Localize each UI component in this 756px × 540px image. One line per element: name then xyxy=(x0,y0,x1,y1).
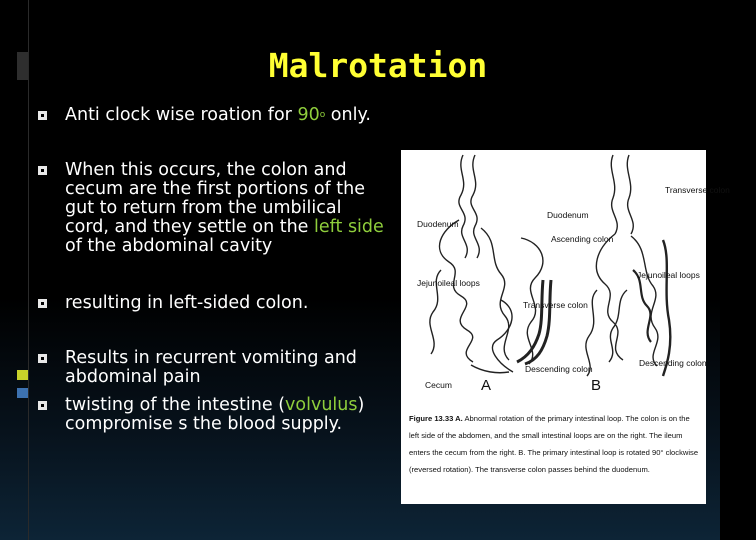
fig-label-transverse-b: Transverse colon xyxy=(665,185,730,195)
fig-label-descending-b: Descending colon xyxy=(639,358,707,368)
bullet-item: Anti clock wise roation for 90$^o$ only. xyxy=(38,106,388,125)
fig-letter-b: B xyxy=(591,377,602,394)
bullet-item: When this occurs, the colon and cecum are the first portions of the gut to return from the umbilical cord, and they settle on the left side of the abdominal cavity xyxy=(38,161,388,256)
figure-caption-line: Figure 13.33 A. Abnormal rotation of the primary intestinal loop. The colon is on the xyxy=(409,414,690,423)
fig-label-duodenum-a: Duodenum xyxy=(417,219,459,229)
bullet-item: Results in recurrent vomiting and abdominal pain xyxy=(38,349,388,387)
fig-label-ascending-b: Ascending colon xyxy=(551,234,614,244)
accent-swatch-blue xyxy=(17,388,28,398)
fig-label-cecum: Cecum xyxy=(425,380,452,390)
bullet-marker-icon xyxy=(38,401,47,410)
bullet-item: twisting of the intestine (volvulus) compromise s the blood supply. xyxy=(38,396,388,434)
bullet-marker-icon xyxy=(38,166,47,175)
panel-a-illustration xyxy=(430,155,551,373)
figure-caption-line: (reversed rotation). The transverse colon passes behind the duodenum. xyxy=(409,465,650,474)
bullet-marker-icon xyxy=(38,354,47,363)
accent-swatch-yellow xyxy=(17,370,28,380)
bullet-item: resulting in left-sided colon. xyxy=(38,294,388,313)
figure-caption-line: left side of the abdomen, and the small intestinal loops are on the right. The ileum xyxy=(409,431,683,440)
bullet-marker-icon xyxy=(38,299,47,308)
fig-label-transverse-a: Transverse colon xyxy=(523,300,588,310)
fig-label-duodenum-b: Duodenum xyxy=(547,210,589,220)
slide-title: Malrotation xyxy=(268,46,488,85)
panel-b-illustration xyxy=(586,155,670,376)
bullet-marker-icon xyxy=(38,111,47,120)
figure-caption-line: enters the cecum from the right. B. The primary intestinal loop is rotated 90° clockwise xyxy=(409,448,699,457)
malrotation-figure xyxy=(401,150,730,504)
fig-label-jejunoileal-a: Jejunoileal loops xyxy=(417,278,480,288)
fig-label-descending-a: Descending colon xyxy=(525,364,593,374)
fig-label-jejunoileal-b: Jejunoileal loops xyxy=(637,270,700,280)
fig-letter-a: A xyxy=(481,377,492,394)
figure-caption-label: Figure 13.33 A. xyxy=(409,414,463,423)
